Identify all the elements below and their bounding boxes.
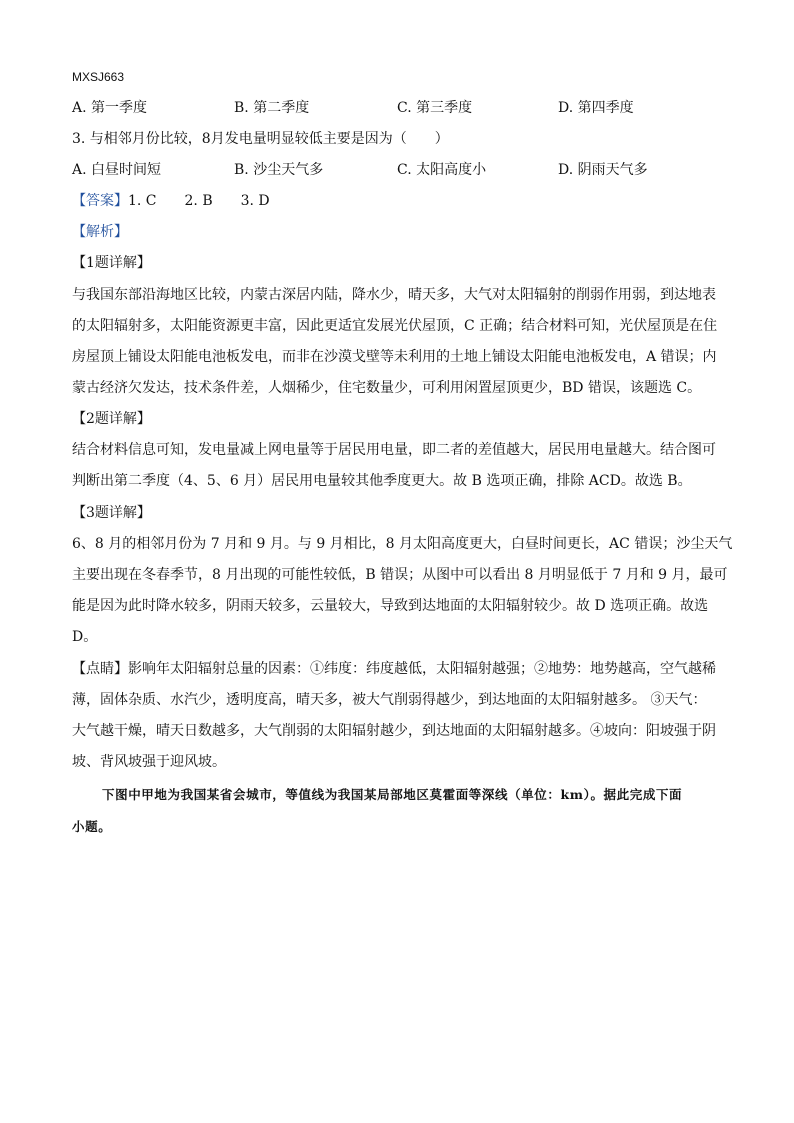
detail-3-line: 6、8 月的相邻月份为 7 月和 9 月。与 9 月相比，8 月太阳高度更大，白昼时间更长，AC 错误；沙尘天气: [72, 536, 733, 552]
detail-2-line: 结合材料信息可知，发电量减上网电量等于居民用电量，即二者的差值越大，居民用电量越大。结合图可: [72, 442, 716, 458]
answer-text: 1. C 2. B 3. D: [128, 193, 270, 209]
detail-2-line: 判断出第二季度（4、5、6 月）居民用电量较其他季度更大。故 B 选项正确，排除 ACD。故选 B。: [72, 473, 692, 489]
detail-1-line: 房屋顶上铺设太阳能电池板发电，而非在沙漠戈壁等未利用的土地上铺设太阳能电池板发电，A 错误；内: [72, 349, 717, 365]
answer-line: [72, 192, 270, 210]
tip-line: 坡、背风坡强于迎风坡。: [72, 754, 226, 770]
tip-line: 薄，固体杂质、水汽少，透明度高，晴天多，被大气削弱得越少，到达地面的太阳辐射越多。 ③天气：: [72, 692, 707, 708]
analysis-tag: 【解析】: [72, 224, 128, 240]
detail-3-line: 主要出现在冬春季节，8 月出现的可能性较低，B 错误；从图中可以看出 8 月明显低于 7 月和 9 月，最可: [72, 567, 728, 583]
detail-1-line: 蒙古经济欠发达，技术条件差，人烟稀少，住宅数量少，可利用闲置屋顶更少，BD 错误，该题选 C。: [72, 380, 702, 396]
detail-3-tag: 【3题详解】: [72, 505, 151, 521]
intro-line-1: 下图中甲地为我国某省会城市，等值线为我国某局部地区莫霍面等深线（单位：km）。据此完成下面: [102, 787, 683, 802]
detail-1-tag: 【1题详解】: [72, 255, 151, 271]
q2-option-d: D. 第四季度: [558, 100, 634, 116]
detail-2-tag: 【2题详解】: [72, 411, 151, 427]
q2-option-c: C. 第三季度: [397, 100, 473, 116]
tip-tag: 【点睛】: [72, 661, 128, 677]
detail-1-line: 与我国东部沿海地区比较，内蒙古深居内陆，降水少，晴天多，大气对太阳辐射的削弱作用弱，到达地表: [72, 287, 716, 303]
q3-option-a: A. 白昼时间短: [72, 162, 162, 178]
tip-first-line: 影响年太阳辐射总量的因素：①纬度：纬度越低，太阳辐射越强；②地势：地势越高，空气越稀: [128, 661, 716, 677]
detail-3-line: 能是因为此时降水较多，阴雨天较多，云量较大，导致到达地面的太阳辐射较少。故 D 选项正确。故选: [72, 598, 709, 614]
detail-1-line: 的太阳辐射多，太阳能资源更丰富，因此更适宜发展光伏屋顶，C 正确；结合材料可知，光伏屋顶是在住: [72, 318, 718, 334]
detail-3-line: D。: [72, 629, 98, 645]
document-id: MXSJ663: [72, 70, 125, 84]
q3-option-c: C. 太阳高度小: [397, 162, 487, 178]
tip-line: [72, 660, 716, 678]
tip-line: 大气越干燥，晴天日数越多，大气削弱的太阳辐射越少，到达地面的太阳辐射越多。④坡向：阳坡强于阴: [72, 723, 716, 739]
q2-option-a: A. 第一季度: [72, 100, 148, 116]
intro-line-2: 小题。: [72, 819, 112, 834]
answer-tag: 【答案】: [72, 193, 128, 209]
q3-option-b: B. 沙尘天气多: [234, 162, 324, 178]
q2-option-b: B. 第二季度: [234, 100, 310, 116]
q3-option-d: D. 阴雨天气多: [558, 162, 648, 178]
q3-stem: 3. 与相邻月份比较，8月发电量明显较低主要是因为（ ）: [72, 131, 449, 147]
